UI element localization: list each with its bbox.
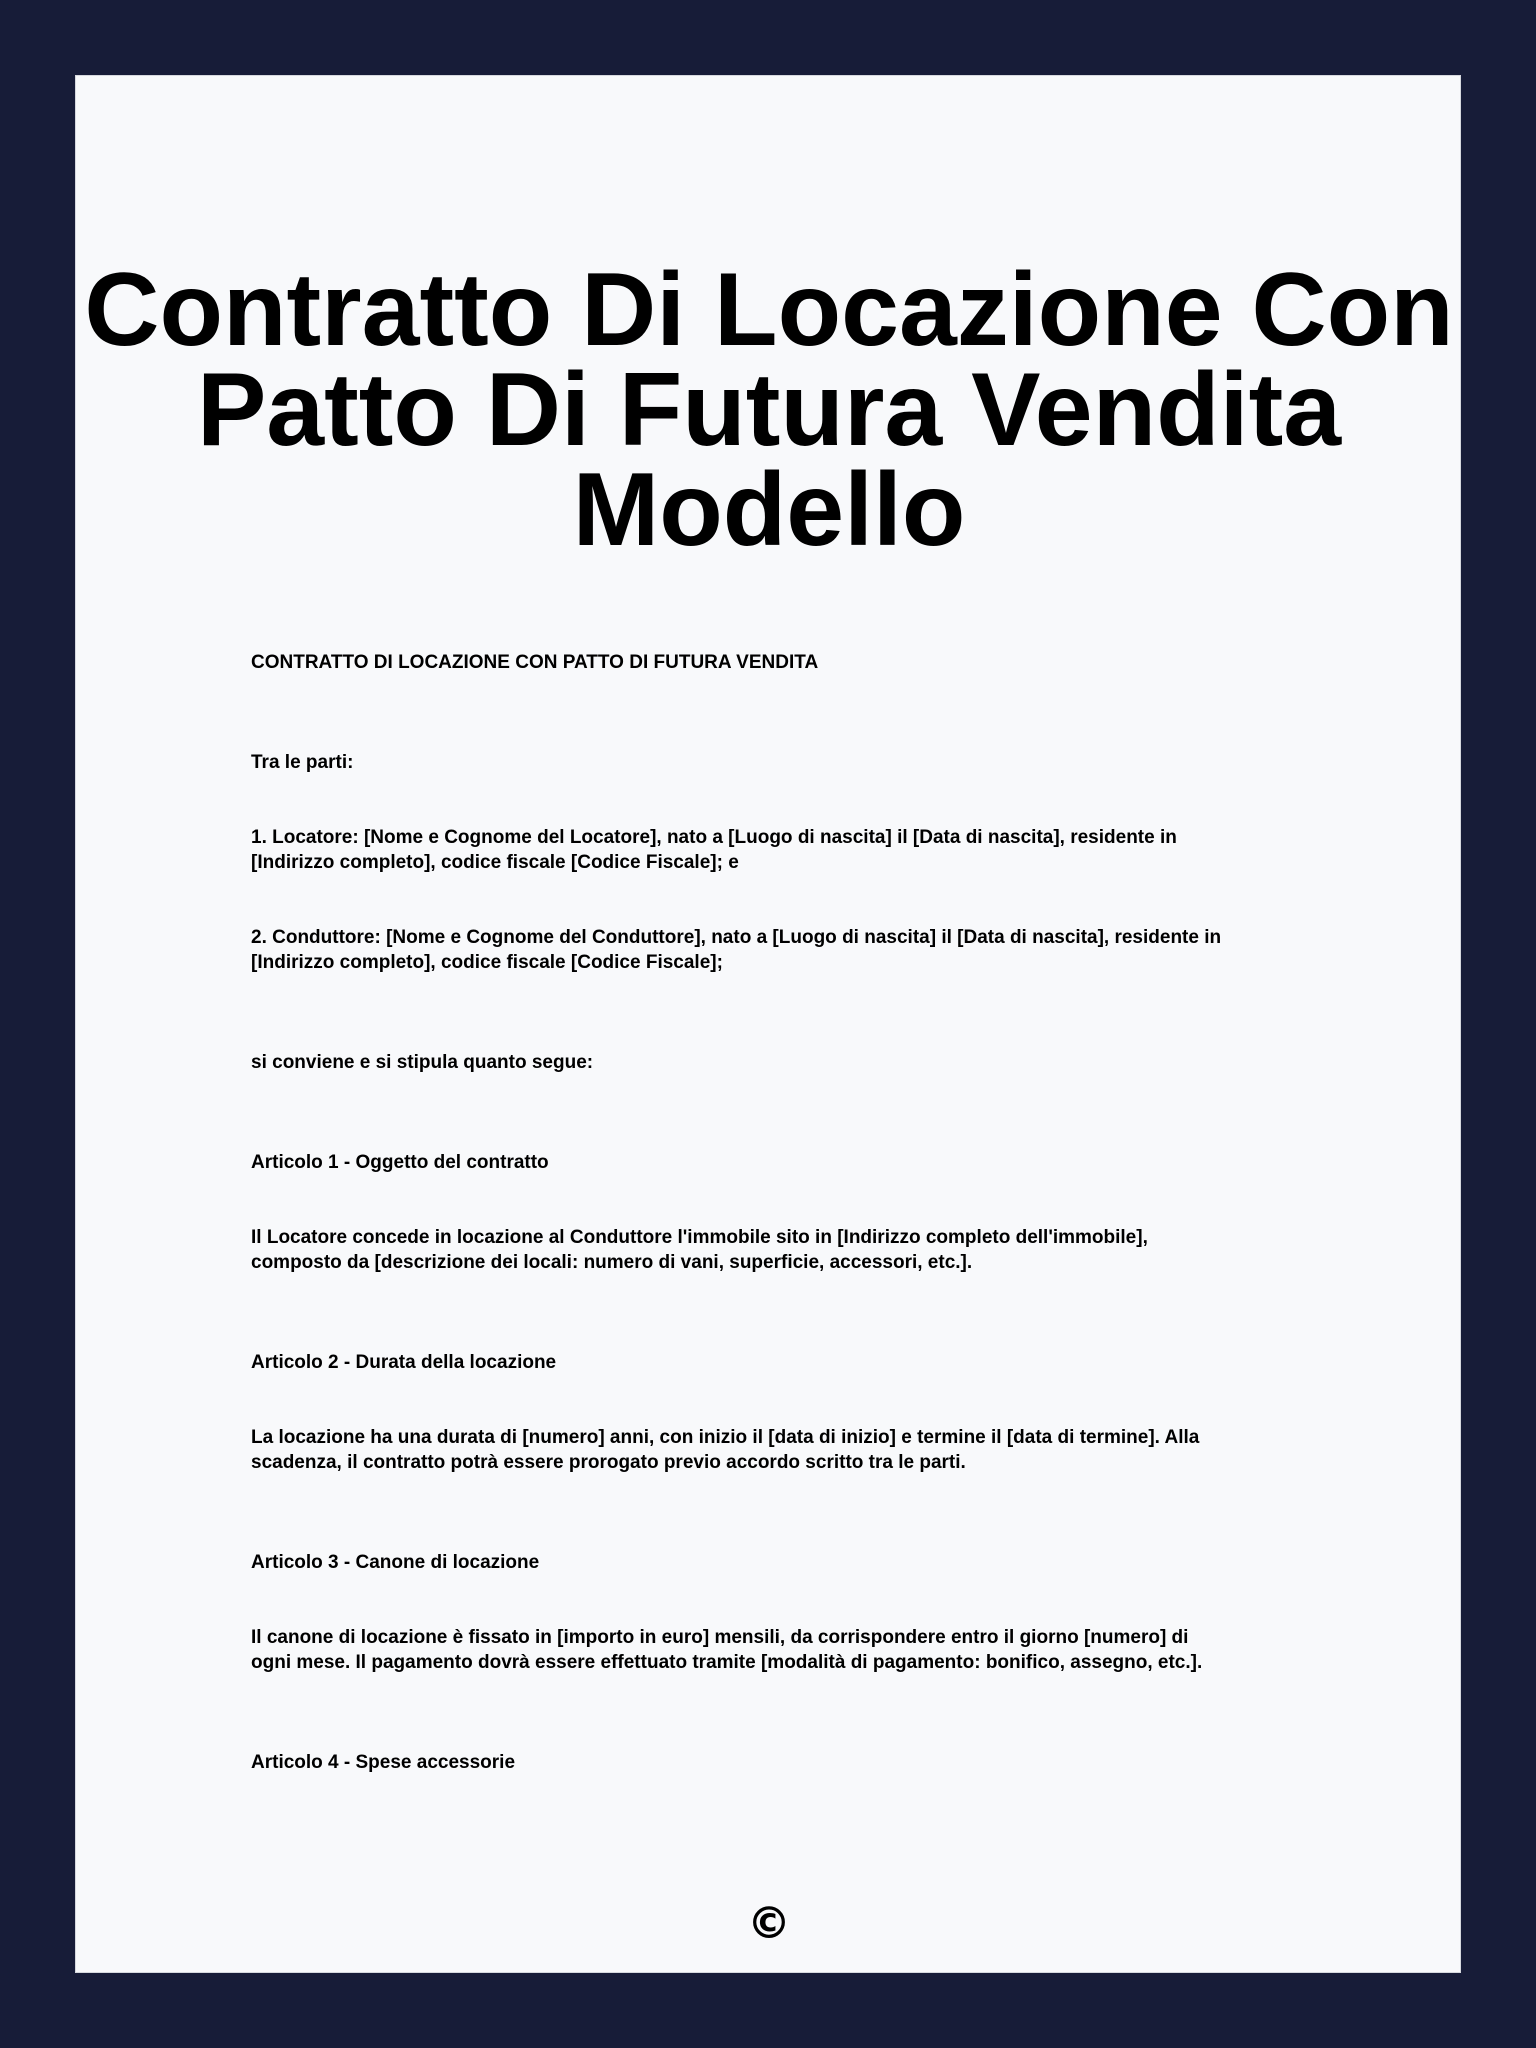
agreement-statement: si conviene e si stipula quanto segue: bbox=[251, 1052, 594, 1073]
article-3-body-line-2: ogni mese. Il pagamento dovrà essere effettuato tramite [modalità di pagamento: bonifico, assegno, etc.]. bbox=[251, 1652, 1203, 1673]
document-page bbox=[75, 75, 1461, 1973]
article-2-body-line-2: scadenza, il contratto potrà essere prorogato previo accordo scritto tra le parti. bbox=[251, 1452, 966, 1473]
party-locatore-line-1: 1. Locatore: [Nome e Cognome del Locatore], nato a [Luogo di nascita] il [Data di nascita], residente in bbox=[251, 827, 1177, 848]
article-1-heading: Articolo 1 - Oggetto del contratto bbox=[251, 1152, 549, 1173]
article-2-heading: Articolo 2 - Durata della locazione bbox=[251, 1352, 557, 1373]
article-2-body-line-1: La locazione ha una durata di [numero] anni, con inizio il [data di inizio] e termine il [data di termine]. Alla bbox=[251, 1427, 1200, 1448]
contract-heading: CONTRATTO DI LOCAZIONE CON PATTO DI FUTURA VENDITA bbox=[251, 652, 819, 673]
page-title bbox=[76, 252, 1462, 568]
title-line-1: Contratto Di Locazione Con bbox=[84, 252, 1454, 368]
title-line-2: Patto Di Futura Vendita bbox=[196, 352, 1342, 468]
title-line-3: Modello bbox=[572, 452, 966, 568]
party-locatore-line-2: [Indirizzo completo], codice fiscale [Codice Fiscale]; e bbox=[251, 852, 739, 873]
party-conduttore-line-2: [Indirizzo completo], codice fiscale [Codice Fiscale]; bbox=[251, 952, 723, 973]
article-1-body-line-1: Il Locatore concede in locazione al Conduttore l'immobile sito in [Indirizzo completo dell'immobile], bbox=[251, 1227, 1148, 1248]
party-conduttore-line-1: 2. Conduttore: [Nome e Cognome del Conduttore], nato a [Luogo di nascita] il [Data di nascita], residente in bbox=[251, 927, 1222, 948]
article-1-body-line-2: composto da [descrizione dei locali: numero di vani, superficie, accessori, etc.]. bbox=[251, 1252, 973, 1273]
article-3-heading: Articolo 3 - Canone di locazione bbox=[251, 1552, 540, 1573]
article-4-heading: Articolo 4 - Spese accessorie bbox=[251, 1752, 516, 1773]
copyright-symbol: © bbox=[747, 1898, 791, 1949]
parties-intro: Tra le parti: bbox=[251, 752, 354, 773]
article-3-body-line-1: Il canone di locazione è fissato in [importo in euro] mensili, da corrispondere entro il giorno [numero] di bbox=[251, 1627, 1189, 1648]
